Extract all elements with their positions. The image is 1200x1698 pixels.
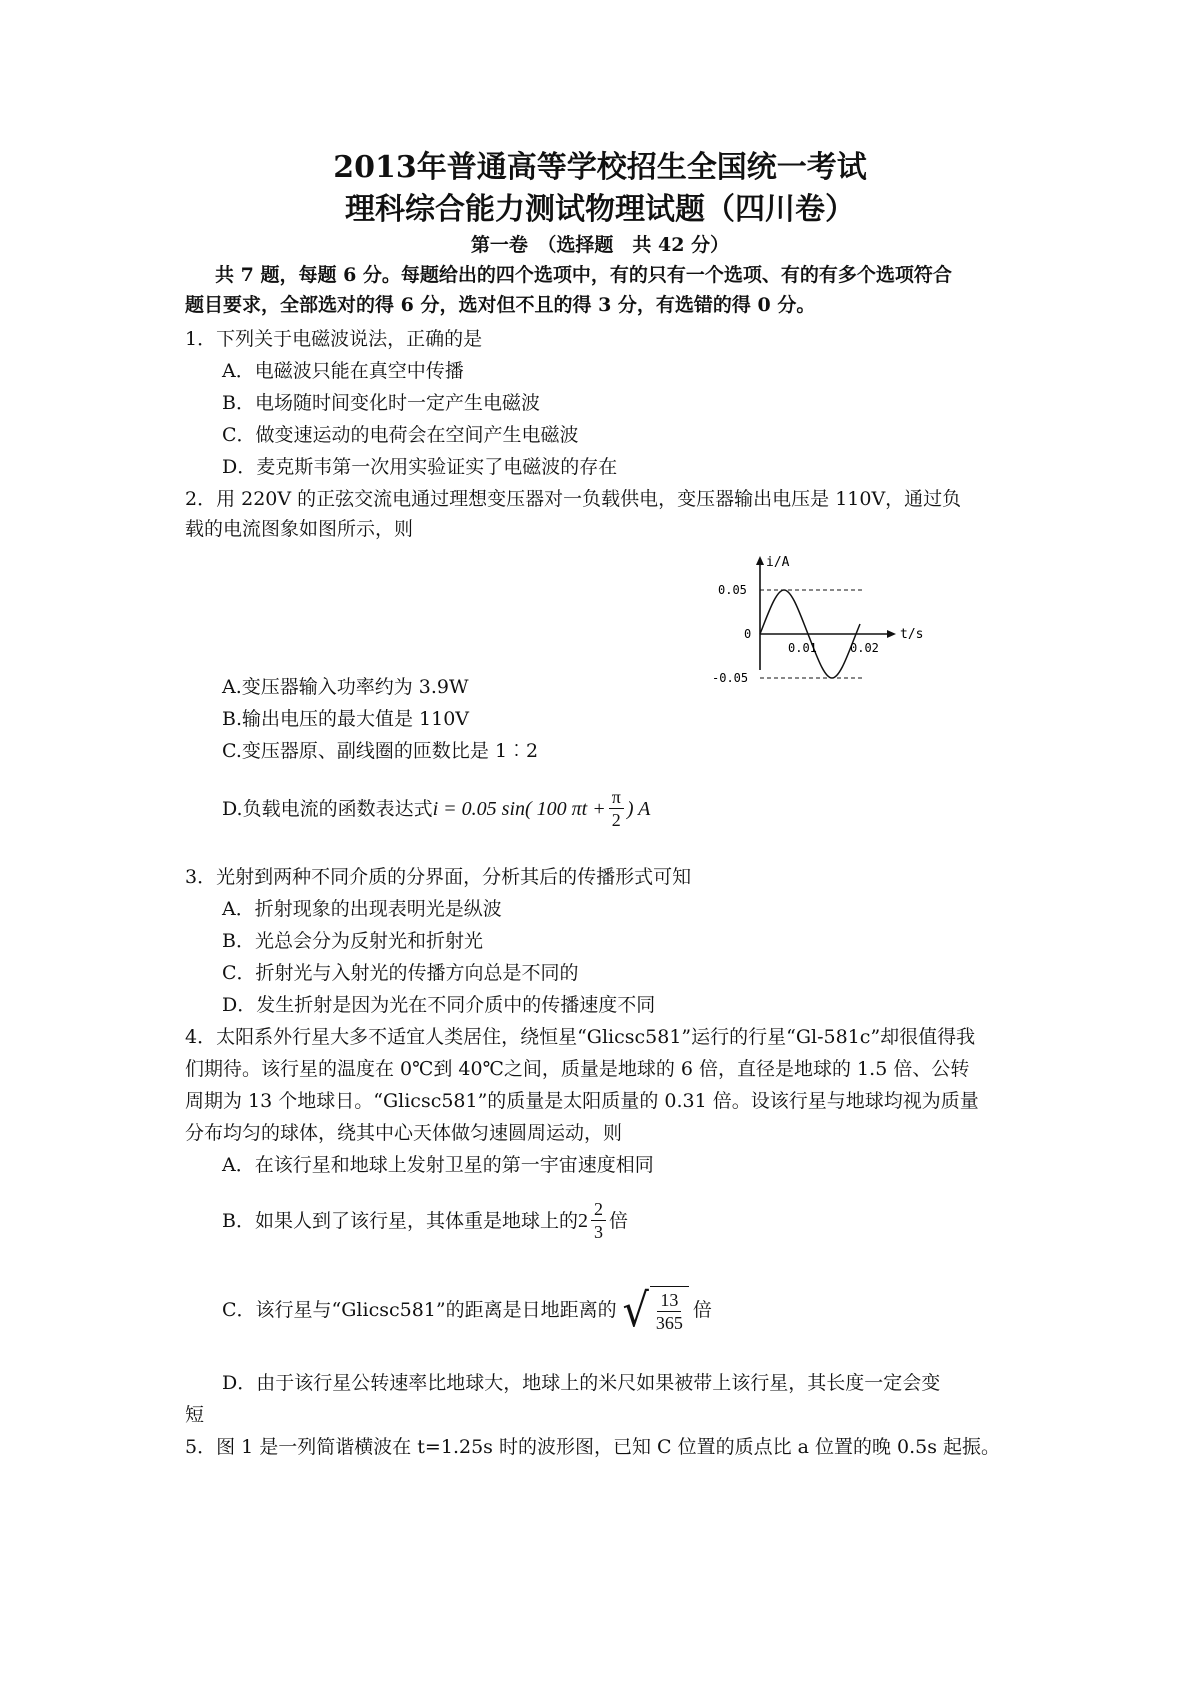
question-4-stem-line-3: 周期为 13 个地球日。“Glicsc581”的质量是太阳质量的 0.31 倍。设该行星与地球均视为质量 bbox=[185, 1090, 979, 1112]
current-formula-left: i = 0.05 sin( 100 πt + bbox=[432, 797, 606, 820]
question-3-stem: 3．光射到两种不同介质的分界面，分析其后的传播形式可知 bbox=[185, 866, 692, 888]
mixed-number-whole: 2 bbox=[577, 1209, 588, 1232]
radical-sign-icon: √ bbox=[622, 1283, 649, 1337]
current-time-graph bbox=[710, 552, 930, 687]
question-3-option-c: C．折射光与入射光的传播方向总是不同的 bbox=[222, 962, 579, 984]
question-2-option-b: B.输出电压的最大值是 110V bbox=[222, 708, 470, 730]
question-4-option-d-line-2: 短 bbox=[185, 1404, 205, 1426]
question-4-option-b bbox=[222, 1198, 628, 1243]
question-2-stem-line-1: 2．用 220V 的正弦交流电通过理想变压器对一负载供电，变压器输出电压是 110V，通过负 bbox=[185, 488, 962, 510]
instructions-line-1: 共 7 题，每题 6 分。每题给出的四个选项中，有的只有一个选项、有的有多个选项符合 bbox=[215, 264, 952, 286]
y-tick-bottom: -0.05 bbox=[712, 671, 749, 685]
question-4-stem-line-2: 们期待。该行星的温度在 0℃到 40℃之间，质量是地球的 6 倍，直径是地球的 1.5 倍、公转 bbox=[185, 1058, 970, 1080]
option-c-suffix: 倍 bbox=[692, 1299, 712, 1321]
question-3-option-b: B．光总会分为反射光和折射光 bbox=[222, 930, 483, 952]
x-tick-2: 0.02 bbox=[850, 641, 879, 655]
question-4-option-a: A．在该行星和地球上发射卫星的第一宇宙速度相同 bbox=[222, 1154, 654, 1176]
question-4-stem-line-1: 4．太阳系外行星大多不适宜人类居住，绕恒星“Glicsc581”运行的行星“Gl-581c”却很值得我 bbox=[185, 1026, 976, 1048]
question-4-option-c bbox=[222, 1283, 712, 1337]
x-tick-1: 0.01 bbox=[788, 641, 817, 655]
question-2-stem-line-2: 载的电流图象如图所示，则 bbox=[185, 518, 414, 540]
option-d-text: D.负载电流的函数表达式 bbox=[222, 797, 433, 820]
question-3-option-a: A．折射现象的出现表明光是纵波 bbox=[222, 898, 502, 920]
section-heading: 第一卷 （选择题 共 42 分） bbox=[470, 234, 730, 256]
x-axis-arrow-icon bbox=[887, 630, 896, 638]
question-5-stem: 5．图 1 是一列简谐横波在 t=1.25s 时的波形图，已知 C 位置的质点比 a 位置的晚 0.5s 起振。 bbox=[185, 1436, 1001, 1458]
instructions-line-2: 题目要求，全部选对的得 6 分，选对但不且的得 3 分，有选错的得 0 分。 bbox=[185, 294, 816, 316]
square-root-expression bbox=[621, 1283, 689, 1337]
fraction-numerator: 2 bbox=[591, 1198, 606, 1221]
option-b-suffix: 倍 bbox=[608, 1209, 628, 1232]
root-fraction bbox=[653, 1289, 686, 1334]
current-formula-right: ) A bbox=[626, 797, 651, 820]
root-denominator: 365 bbox=[655, 1313, 683, 1333]
mixed-number-fraction bbox=[591, 1198, 606, 1243]
exam-title: 2013年普通高等学校招生全国统一考试 bbox=[333, 150, 867, 185]
question-4-stem-line-4: 分布均匀的球体，绕其中心天体做匀速圆周运动，则 bbox=[185, 1122, 623, 1144]
question-2-option-a: A.变压器输入功率约为 3.9W bbox=[222, 676, 469, 698]
question-2-option-c: C.变压器原、副线圈的匝数比是 1︰2 bbox=[222, 740, 539, 762]
phase-numerator: π bbox=[609, 786, 624, 809]
question-3-option-d: D．发生折射是因为光在不同介质中的传播速度不同 bbox=[222, 994, 656, 1016]
phase-denominator: 2 bbox=[611, 810, 621, 830]
fraction-denominator: 3 bbox=[593, 1222, 603, 1242]
root-numerator: 13 bbox=[657, 1289, 681, 1312]
option-c-text: C．该行星与“Glicsc581”的距离是日地距离的 bbox=[222, 1299, 617, 1321]
y-axis-label: i/A bbox=[766, 555, 790, 570]
option-b-text: B．如果人到了该行星，其体重是地球上的 bbox=[222, 1209, 578, 1232]
y-axis-arrow-icon bbox=[756, 556, 764, 565]
phase-fraction bbox=[609, 786, 624, 831]
question-1-option-a: A．电磁波只能在真空中传播 bbox=[222, 360, 464, 382]
question-1-option-b: B．电场随时间变化时一定产生电磁波 bbox=[222, 392, 540, 414]
question-2-option-d bbox=[222, 786, 650, 831]
x-axis-label: t/s bbox=[900, 627, 924, 642]
exam-subtitle: 理科综合能力测试物理试题（四川卷） bbox=[345, 192, 855, 227]
question-1-option-d: D．麦克斯韦第一次用实验证实了电磁波的存在 bbox=[222, 456, 618, 478]
y-tick-top: 0.05 bbox=[718, 583, 747, 597]
question-4-option-d-line-1: D．由于该行星公转速率比地球大，地球上的米尺如果被带上该行星，其长度一定会变 bbox=[222, 1372, 941, 1394]
question-1-option-c: C．做变速运动的电荷会在空间产生电磁波 bbox=[222, 424, 579, 446]
y-tick-zero: 0 bbox=[744, 627, 752, 641]
question-1-stem: 1．下列关于电磁波说法，正确的是 bbox=[185, 328, 483, 350]
